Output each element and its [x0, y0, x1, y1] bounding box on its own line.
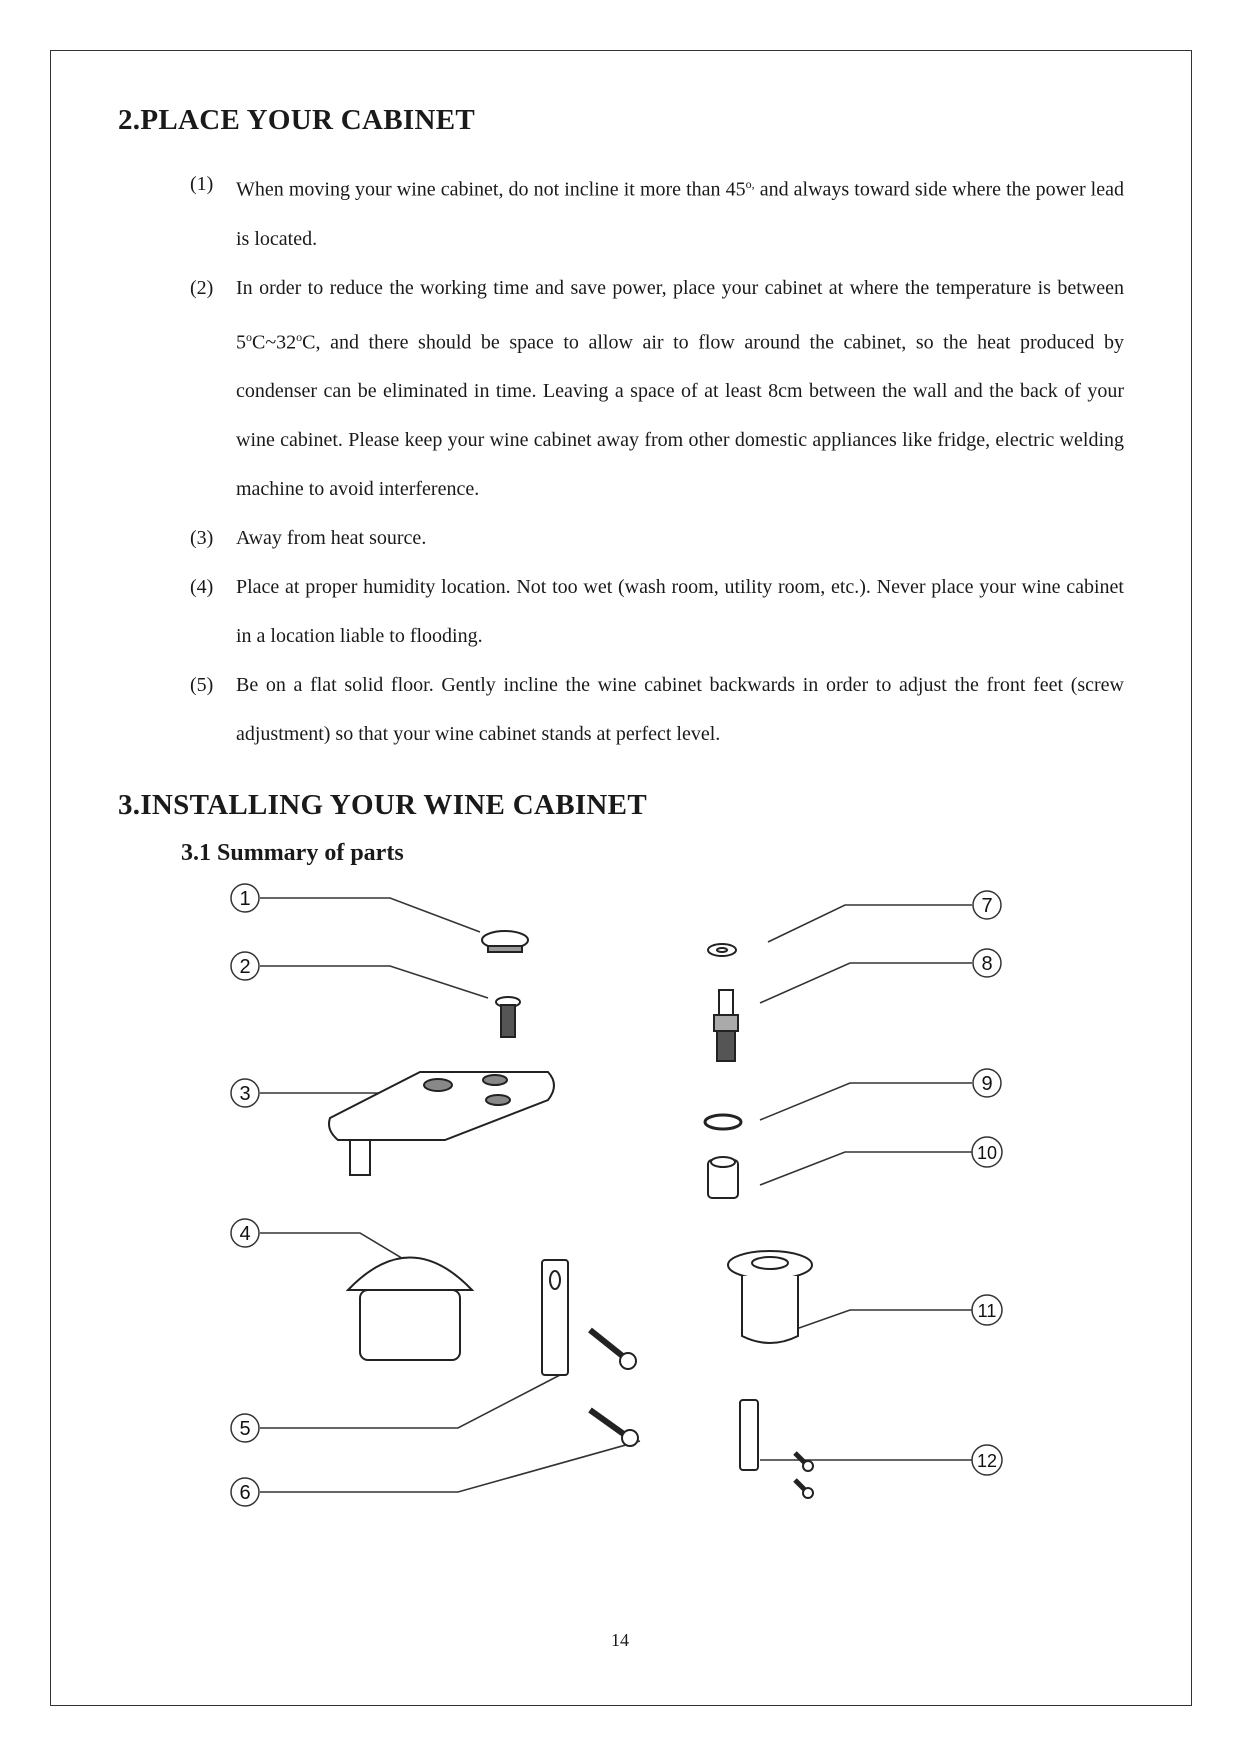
svg-text:7: 7: [981, 895, 993, 917]
list-item: [190, 514, 1124, 563]
callout-4: [231, 1219, 259, 1247]
svg-text:2: 2: [239, 956, 251, 978]
leader-line: [260, 1375, 560, 1428]
list-item: [190, 563, 1124, 661]
callout-2: [231, 952, 259, 980]
part-4-foot: [348, 1258, 472, 1361]
part-9-ring: [705, 1115, 741, 1129]
item-text: Away from heat source.: [236, 527, 427, 550]
part-2-screw: [496, 997, 520, 1037]
svg-text:11: 11: [977, 1301, 997, 1321]
svg-text:10: 10: [976, 1143, 998, 1163]
leader-line: [260, 1441, 640, 1492]
svg-text:6: 6: [239, 1482, 251, 1504]
callout-9: [973, 1069, 1001, 1097]
callout-3: [231, 1079, 259, 1107]
item-text: When moving your wine cabinet, do not incline it more than 45: [236, 178, 746, 201]
callout-8: [973, 949, 1001, 977]
svg-text:5: 5: [239, 1418, 251, 1440]
svg-text:1: 1: [239, 888, 251, 910]
leader-line: [760, 963, 972, 1003]
parts-summary-subheading: 3.1 Summary of parts: [181, 840, 404, 866]
item-number: (3): [190, 527, 214, 550]
leader-line: [768, 905, 972, 942]
svg-text:12: 12: [976, 1451, 998, 1471]
parts-diagram: [230, 880, 1020, 1520]
callout-5: [231, 1414, 259, 1442]
superscript: o: [296, 329, 303, 344]
item-text: and always toward side where the power lead is located.: [236, 178, 1124, 250]
item-text: C, and there should be space to allow air to flow around the cabinet, so the heat produced by condenser can be eliminated in time. Leaving a space of at least 8cm between the wall and the back of your wine cabinet. Please keep your wine cabinet away from other domestic appliances like fridge, electric welding machine to avoid interference.: [236, 331, 1124, 501]
part-5-bracket: [542, 1260, 568, 1375]
callout-7: [973, 891, 1001, 919]
superscript: o,: [745, 177, 755, 191]
leader-line: [260, 966, 488, 998]
svg-text:8: 8: [981, 953, 993, 975]
callout-11: [972, 1295, 1002, 1325]
superscript: o: [246, 329, 252, 344]
placement-instructions-list: [190, 160, 1124, 759]
part-10-sleeve: [708, 1157, 738, 1198]
part-12-bracket-screws: [740, 1400, 813, 1498]
part-8-pin: [714, 990, 738, 1061]
item-number: (2): [190, 276, 214, 299]
section-3-heading: 3.INSTALLING YOUR WINE CABINET: [118, 789, 647, 821]
item-text: Be on a flat solid floor. Gently incline the wine cabinet backwards in order to adjust the front feet (screw adjustment) so that your wine cabinet stands at perfect level.: [236, 674, 1124, 746]
list-item: [190, 160, 1124, 264]
item-number: (5): [190, 674, 214, 697]
leader-line: [760, 1152, 972, 1185]
leader-line: [760, 1083, 972, 1120]
item-text: In order to reduce the working time and save power, place your cabinet at where the temperature is between 5: [236, 276, 1124, 354]
leader-line: [260, 898, 480, 932]
part-1-cap: [482, 931, 528, 952]
callout-6: [231, 1478, 259, 1506]
svg-text:4: 4: [239, 1223, 251, 1245]
page-number: 14: [611, 1630, 629, 1650]
item-text: Place at proper humidity location. Not too wet (wash room, utility room, etc.). Never place your wine cabinet in a location liable to flooding.: [236, 576, 1124, 648]
callout-12: [972, 1445, 1002, 1475]
list-item: [190, 264, 1124, 515]
part-6-screws: [590, 1330, 638, 1446]
callout-1: [231, 884, 259, 912]
part-3-hinge-plate: [329, 1072, 554, 1175]
svg-text:3: 3: [239, 1083, 251, 1105]
callout-10: [972, 1137, 1002, 1167]
svg-text:9: 9: [981, 1073, 993, 1095]
part-11-bushing: [728, 1251, 812, 1343]
section-2-heading: 2.PLACE YOUR CABINET: [118, 104, 475, 136]
item-number: (1): [190, 173, 214, 195]
list-item: [190, 661, 1124, 759]
part-7-washer: [708, 944, 736, 956]
item-text: C~32: [252, 331, 297, 354]
item-number: (4): [190, 576, 214, 599]
